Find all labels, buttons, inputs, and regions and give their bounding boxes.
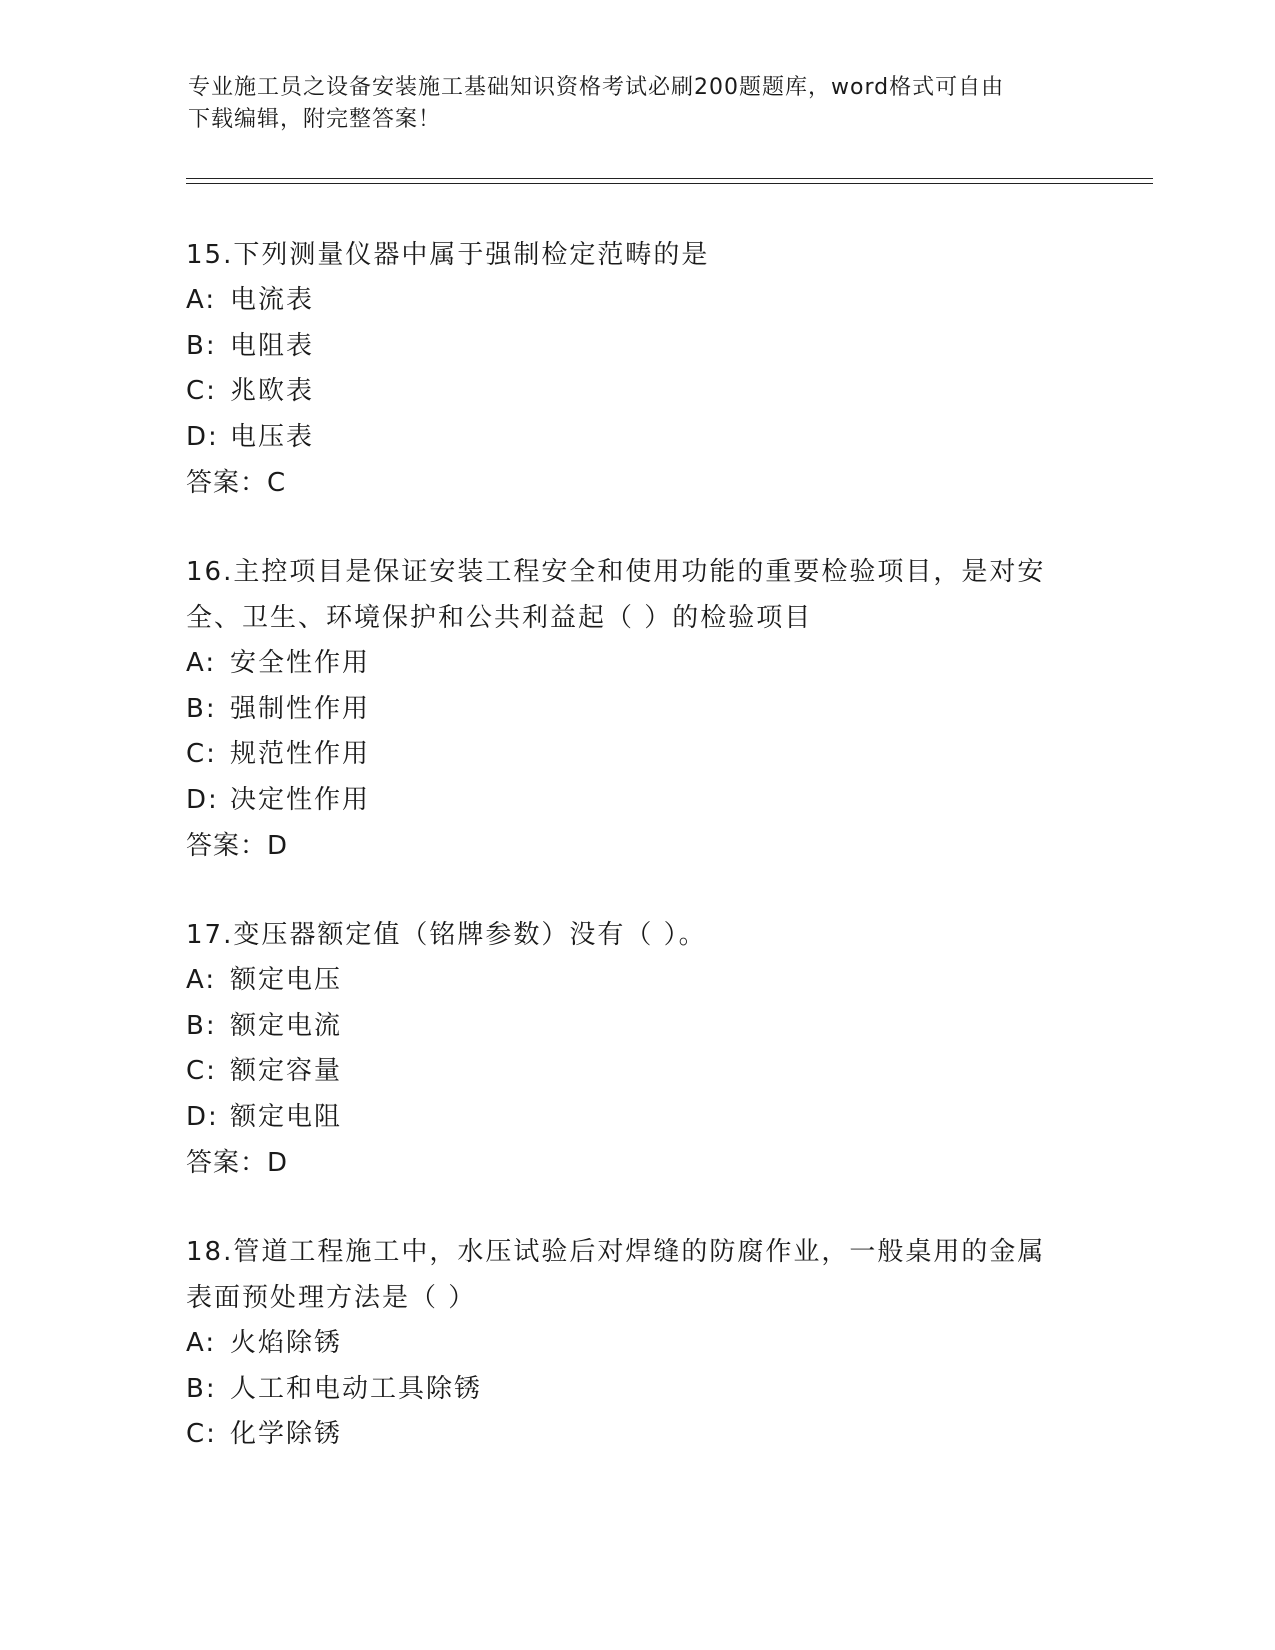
spacer <box>186 869 1086 912</box>
question-text <box>186 912 1086 958</box>
option-d <box>186 778 1086 824</box>
question-number: 18. <box>186 1237 234 1267</box>
document-header <box>188 72 1088 136</box>
option-c <box>186 732 1086 778</box>
option-letter: A: <box>186 648 217 678</box>
option-text: 强制性作用 <box>230 693 371 724</box>
question-18 <box>186 1229 1086 1458</box>
question-text-continued: 全、卫生、环境保护和公共利益起（ ）的检验项目 <box>186 603 813 633</box>
option-text: 电阻表 <box>230 330 315 361</box>
option-letter: D: <box>186 784 219 815</box>
question-number: 16. <box>186 557 234 587</box>
option-letter: B: <box>186 330 217 361</box>
option-text: 电压表 <box>230 421 315 452</box>
option-text: 兆欧表 <box>230 376 315 406</box>
option-b <box>186 324 1086 370</box>
option-text: 额定电压 <box>230 965 343 995</box>
option-c <box>186 1412 1086 1458</box>
question-text-line: 主控项目是保证安装工程安全和使用功能的重要检验项目，是对安 <box>233 557 1046 587</box>
option-text: 人工和电动工具除锈 <box>230 1373 483 1404</box>
option-letter: B: <box>186 1010 217 1041</box>
question-17 <box>186 912 1086 1186</box>
question-text <box>186 549 1086 595</box>
option-d <box>186 415 1086 461</box>
option-text: 化学除锈 <box>230 1419 343 1449</box>
option-text: 安全性作用 <box>230 648 371 678</box>
option-text: 规范性作用 <box>230 739 371 769</box>
option-a <box>186 278 1086 324</box>
option-c <box>186 1049 1086 1095</box>
option-b <box>186 1004 1086 1050</box>
header-divider-bottom <box>186 183 1153 184</box>
option-letter: A: <box>186 285 217 315</box>
option-letter: B: <box>186 693 217 724</box>
option-letter: C: <box>186 739 217 769</box>
question-text-continued: 表面预处理方法是（ ） <box>186 1283 477 1313</box>
question-text-line: 变压器额定值（铭牌参数）没有（ ）。 <box>233 920 707 950</box>
option-letter: C: <box>186 1419 217 1449</box>
option-text: 火焰除锈 <box>230 1328 343 1358</box>
question-text-line: 下列测量仪器中属于强制检定范畴的是 <box>233 240 710 270</box>
option-letter: D: <box>186 1101 219 1132</box>
option-d <box>186 1095 1086 1141</box>
header-title-line-1: 专业施工员之设备安装施工基础知识资格考试必刷200题题库，word格式可自由 <box>188 75 1005 100</box>
question-list <box>186 232 1086 1458</box>
option-a <box>186 1321 1086 1367</box>
header-divider-top <box>186 178 1153 179</box>
spacer <box>186 1186 1086 1229</box>
question-text <box>186 1229 1086 1275</box>
option-letter: B: <box>186 1373 217 1404</box>
option-a <box>186 958 1086 1004</box>
answer: 答案：D <box>186 1148 289 1178</box>
option-letter: A: <box>186 965 217 995</box>
option-b <box>186 687 1086 733</box>
question-number: 15. <box>186 240 234 270</box>
option-c <box>186 369 1086 415</box>
question-number: 17. <box>186 920 234 950</box>
answer: 答案：C <box>186 468 287 498</box>
question-15 <box>186 232 1086 506</box>
option-text: 电流表 <box>230 285 315 315</box>
option-text: 额定容量 <box>230 1056 343 1086</box>
option-letter: C: <box>186 1056 217 1086</box>
option-b <box>186 1367 1086 1413</box>
header-title-line-2: 下载编辑，附完整答案！ <box>188 107 442 132</box>
answer: 答案：D <box>186 831 289 861</box>
option-letter: A: <box>186 1328 217 1358</box>
option-text: 决定性作用 <box>230 784 371 815</box>
option-a <box>186 641 1086 687</box>
option-letter: C: <box>186 376 217 406</box>
option-text: 额定电流 <box>230 1010 343 1041</box>
option-letter: D: <box>186 421 219 452</box>
option-text: 额定电阻 <box>230 1101 343 1132</box>
question-16 <box>186 549 1086 869</box>
spacer <box>186 506 1086 549</box>
question-text <box>186 232 1086 278</box>
question-text-line: 管道工程施工中，水压试验后对焊缝的防腐作业，一般桌用的金属 <box>233 1237 1046 1267</box>
